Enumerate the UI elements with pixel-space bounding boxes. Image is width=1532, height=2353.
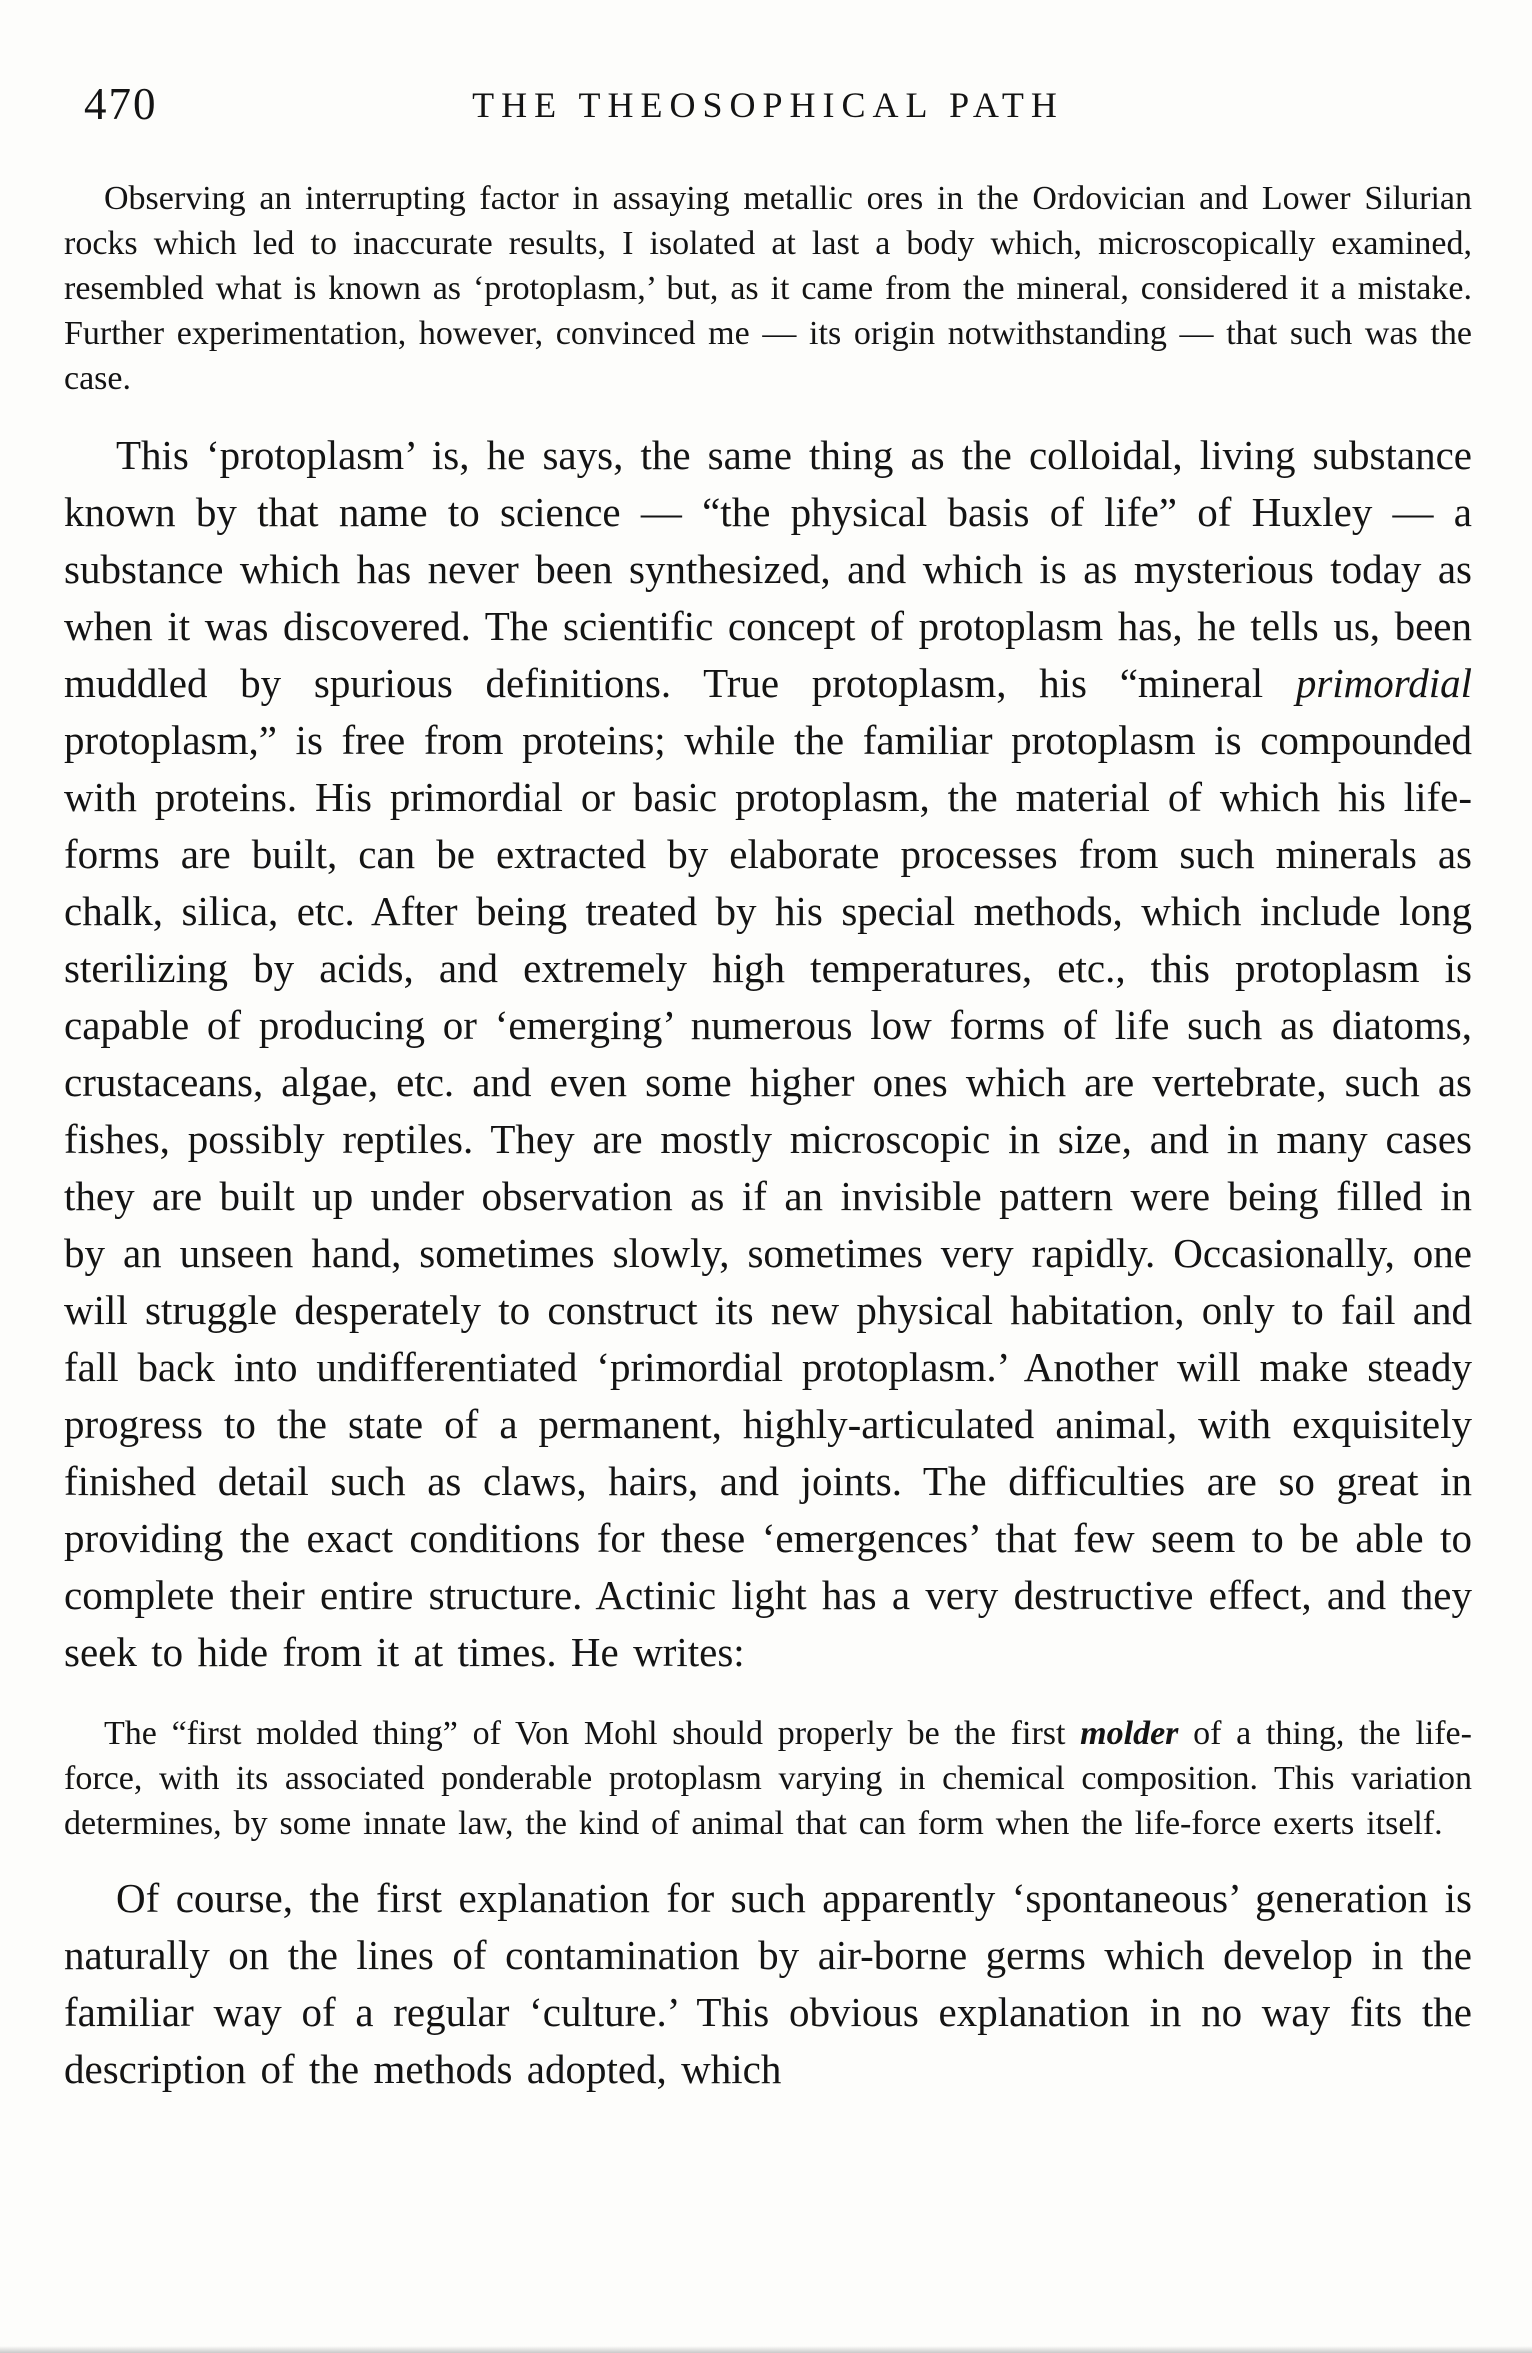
paragraph-blockquote — [64, 1711, 1472, 1846]
paragraph-excerpt-intro: Observing an interrupting factor in assaying metallic ores in the Ordovician and Lower Silurian rocks which led to inaccurate results, I isolated at last a body which, microscopically examined, resembled what is known as ‘protoplasm,’ but, as it came from the mineral, considered it a mistake. Further experimentation, however, convinced me — its origin notwithstanding — that such was the case. — [64, 180, 1472, 397]
running-title: THE THEOSOPHICAL PATH — [472, 85, 1064, 125]
emphasis-word-molder: molder — [1080, 1715, 1179, 1752]
text-block — [64, 78, 1472, 2098]
blockquote-part1: The “first molded thing” of Von Mohl should properly be the first — [104, 1715, 1081, 1752]
italic-word-primordial: primordial — [1295, 660, 1472, 706]
scan-edge-artifact — [0, 2346, 1532, 2353]
running-head — [64, 78, 1472, 134]
paragraph-body-main — [64, 427, 1472, 1681]
page-number: 470 — [84, 79, 158, 129]
body-main-part1: This ‘protoplasm’ is, he says, the same thing as the colloidal, living substance known by that name to science — “the physical basis of life” of Huxley — a substance which has never been synthesized, and which is as mysterious today as when it was discovered. The scientific concept of protoplasm has, he tells us, been muddled by spurious definitions. True protoplasm, his “mineral — [64, 432, 1472, 706]
body-main-part2: protoplasm,” is free from proteins; while the familiar protoplasm is compounded with proteins. His primordial or basic protoplasm, the material of which his life-forms are built, can be extracted by elaborate processes from such minerals as chalk, silica, etc. After being treated by his special methods, which include long sterilizing by acids, and extremely high temperatures, etc., this protoplasm is capable of producing or ‘emerging’ numerous low forms of life such as diatoms, crustaceans, algae, etc. and even some higher ones which are vertebrate, such as fishes, possibly reptiles. They are mostly microscopic in size, and in many cases they are built up under observation as if an invisible pattern were being filled in by an unseen hand, sometimes slowly, sometimes very rapidly. Occasionally, one will struggle desperately to construct its new physical habitation, only to fail and fall back into undifferentiated ‘primordial protoplasm.’ Another will make steady progress to the state of a permanent, highly-articulated animal, with exquisitely finished detail such as claws, hairs, and joints. The difficulties are so great in providing the exact conditions for these ‘emergences’ that few seem to be able to complete their entire structure. Actinic light has a very destructive effect, and they seek to hide from it at times. He writes: — [64, 717, 1472, 1675]
blockquote-part2: of a thing, the life-force, with its associated ponderable protoplasm varying in chemical composition. This variation determines, by some innate law, the kind of animal that can form when the life-force exerts itself. — [64, 1715, 1472, 1842]
paragraph-body-closing: Of course, the first explanation for such apparently ‘spontaneous’ generation is naturally on the lines of contamination by air-borne germs which develop in the familiar way of a regular ‘culture.’ This obvious explanation in no way fits the description of the methods adopted, which — [64, 1875, 1472, 2092]
